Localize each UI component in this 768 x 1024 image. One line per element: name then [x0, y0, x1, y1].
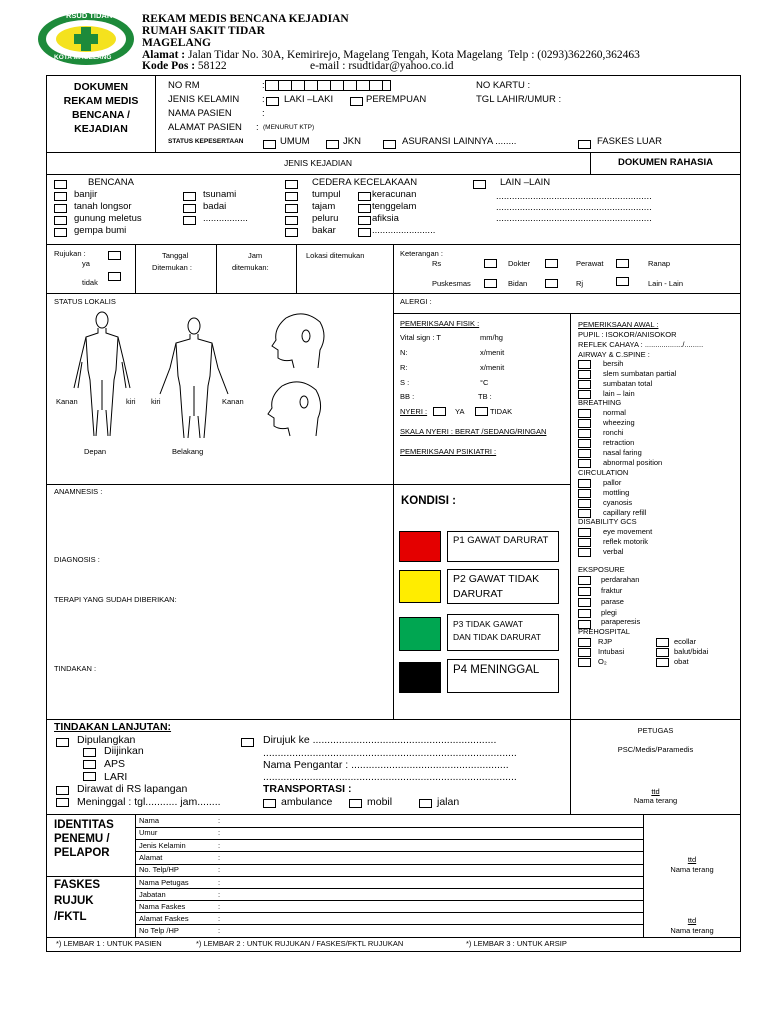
- label-kiri-front: kiri: [126, 397, 136, 406]
- label-lari: LARI: [104, 771, 128, 783]
- pemeriksaan-fisik-title: PEMERIKSAAN FISIK :: [400, 319, 480, 328]
- label-kanan-back: Kanan: [222, 397, 244, 406]
- label-diagnosis: DIAGNOSIS :: [54, 555, 100, 564]
- checkbox-keracunan[interactable]: [358, 192, 371, 201]
- label-gempa-bumi: gempa bumi: [74, 225, 127, 236]
- label-umum: UMUM: [280, 136, 310, 147]
- checkbox-dis-1[interactable]: [578, 538, 591, 547]
- label-prehospital: PREHOSPITAL: [578, 627, 630, 636]
- footer-lembar-2: *) LEMBAR 2 : UNTUK RUJUKAN / FASKES/FKTL RUJUKAN: [196, 939, 404, 948]
- label-lain: LAIN –LAIN: [500, 177, 551, 188]
- label-tindakan: TINDAKAN :: [54, 664, 97, 673]
- checkbox-rs[interactable]: [484, 259, 497, 268]
- label-rujukan-ya: ya: [82, 259, 90, 268]
- checkbox-exp-0[interactable]: [578, 576, 591, 585]
- label-menurut-ktp: (MENURUT KTP): [263, 124, 315, 131]
- label-tsunami: tsunami: [203, 189, 237, 200]
- identitas-row-umur: Umur: [139, 828, 158, 837]
- checkbox-banjir[interactable]: [54, 192, 67, 201]
- label-breathing-5: abnormal position: [603, 458, 663, 467]
- label-jenis-kelamin: JENIS KELAMIN: [168, 94, 240, 105]
- label-dis-1: reflek motorik: [603, 537, 649, 546]
- lain-line-2: ...........................................................: [496, 202, 652, 213]
- triage-p4-color: [399, 662, 441, 693]
- label-exp-4: paraperesis: [601, 617, 641, 626]
- label-breathing-2: ronchi: [603, 428, 624, 437]
- no-rm-boxes[interactable]: [265, 80, 391, 91]
- label-anamnesis: ANAMNESIS :: [54, 487, 103, 496]
- address-line: Alamat : Jalan Tidar No. 30A, Kemirirejo, Magelang Tengah, Kota Magelang Telp : (0293)362260,362463: [142, 49, 640, 61]
- checkbox-pre-4[interactable]: [656, 648, 669, 657]
- label-nama-pengantar: Nama Pengantar : ......................................................: [263, 759, 509, 771]
- checkbox-badai[interactable]: [183, 204, 196, 213]
- label-alergi: ALERGI :: [400, 297, 432, 306]
- checkbox-pre-0[interactable]: [578, 638, 591, 647]
- logo-bottom-text: KOTA MAGELANG: [54, 54, 112, 61]
- label-circ-2: cyanosis: [603, 498, 633, 507]
- label-exp-0: perdarahan: [601, 575, 640, 584]
- label-dis-2: verbal: [603, 547, 624, 556]
- label-faskes-luar: FASKES LUAR: [597, 136, 662, 147]
- label-pre-1: Intubasi: [598, 647, 625, 656]
- doc-title-3: BENCANA /: [72, 109, 130, 121]
- label-puskesmas: Puskesmas: [432, 279, 471, 288]
- label-s: S :: [400, 378, 410, 387]
- checkbox-dis-2[interactable]: [578, 548, 591, 557]
- checkbox-breathing-2[interactable]: [578, 429, 591, 438]
- checkbox-dirujuk[interactable]: [241, 738, 254, 747]
- label-lokasi: Lokasi ditemukan: [306, 251, 365, 260]
- checkbox-pre-2[interactable]: [578, 658, 591, 667]
- identitas-row-telp: No. Telp/HP: [139, 865, 179, 874]
- checkbox-meninggal[interactable]: [56, 798, 69, 807]
- label-meninggal: Meninggal : tgl........... jam........: [77, 796, 221, 808]
- checkbox-bencana[interactable]: [54, 180, 67, 189]
- label-transportasi: TRANSPORTASI :: [263, 783, 352, 795]
- body-diagram-front: [68, 310, 136, 440]
- identitas-nama-terang: Nama terang: [670, 865, 714, 874]
- label-pupil: PUPIL : ISOKOR/ANISOKOR: [578, 330, 677, 339]
- label-bakar: bakar: [312, 225, 336, 236]
- org-title-3: MAGELANG: [142, 37, 211, 49]
- label-depan: Depan: [84, 447, 107, 456]
- label-breathing-4: nasal faring: [603, 448, 642, 457]
- checkbox-dirawat[interactable]: [56, 786, 69, 795]
- label-keracunan: keracunan: [372, 189, 417, 200]
- triage-p1-color: [399, 531, 441, 562]
- triage-p4-label: P4 MENINGGAL: [453, 664, 540, 676]
- label-perempuan: PEREMPUAN: [366, 94, 427, 105]
- checkbox-asuransi[interactable]: [383, 140, 396, 149]
- label-jam-ditemukan: ditemukan:: [232, 263, 269, 272]
- checkbox-gempa-bumi[interactable]: [54, 228, 67, 237]
- label-rj: Rj: [576, 279, 584, 288]
- triage-p2-label-2: DARURAT: [453, 588, 503, 600]
- label-pre-2: O₂: [598, 657, 607, 666]
- label-xmenit-n: x/menit: [480, 348, 505, 357]
- checkbox-exp-2[interactable]: [578, 598, 591, 607]
- checkbox-diijinkan[interactable]: [83, 748, 96, 757]
- label-bb: BB :: [400, 392, 415, 401]
- checkbox-exp-3[interactable]: [578, 609, 591, 618]
- label-mmhg: mm/hg: [480, 333, 503, 342]
- tindakan-lanjutan-title: TINDAKAN LANJUTAN:: [54, 721, 172, 733]
- label-rujukan-tidak: tidak: [82, 278, 98, 287]
- label-kiri-back: kiri: [151, 397, 161, 406]
- label-terapi: TERAPI YANG SUDAH DIBERIKAN:: [54, 595, 177, 604]
- label-nyeri-tidak: TIDAK: [490, 407, 513, 416]
- triage-p1-label: P1 GAWAT DARURAT: [453, 535, 549, 546]
- checkbox-breathing-5[interactable]: [578, 459, 591, 468]
- label-airway-3: lain – lain: [603, 389, 635, 398]
- checkbox-tanah-longsor[interactable]: [54, 204, 67, 213]
- checkbox-airway-0[interactable]: [578, 360, 591, 369]
- checkbox-pre-3[interactable]: [656, 638, 669, 647]
- faskes-row-nama: Nama Faskes: [139, 902, 186, 911]
- checkbox-cedera[interactable]: [285, 180, 298, 189]
- label-pre-0: RJP: [598, 637, 613, 646]
- label-pre-4: balut/bidai: [674, 647, 709, 656]
- email-line: e-mail : rsudtidar@yahoo.co.id: [310, 60, 454, 72]
- jenis-kejadian-title: JENIS KEJADIAN: [283, 158, 353, 168]
- label-dokter: Dokter: [508, 259, 531, 268]
- checkbox-bidan[interactable]: [545, 279, 558, 288]
- label-perawat: Perawat: [576, 259, 604, 268]
- checkbox-breathing-1[interactable]: [578, 419, 591, 428]
- label-nyeri-ya: YA: [455, 407, 465, 416]
- label-cedera: CEDERA KECELAKAAN: [312, 177, 418, 188]
- identitas-title-3: PELAPOR: [54, 847, 110, 859]
- label-tumpul: tumpul: [312, 189, 341, 200]
- label-tajam: tajam: [312, 201, 336, 212]
- label-exposure: EKSPOSURE: [578, 565, 625, 574]
- checkbox-tsunami[interactable]: [183, 192, 196, 201]
- lain-line-3: ...........................................................: [496, 213, 652, 224]
- checkbox-gunung-meletus[interactable]: [54, 216, 67, 225]
- label-belakang: Belakang: [172, 447, 204, 456]
- triage-p2-color: [399, 570, 441, 603]
- label-dirujuk: Dirujuk ke ...............................................................: [263, 734, 497, 746]
- checkbox-airway-1[interactable]: [578, 370, 591, 379]
- faskes-title-3: /FKTL: [54, 911, 87, 923]
- footer-lembar-1: *) LEMBAR 1 : UNTUK PASIEN: [56, 939, 162, 948]
- checkbox-circ-1[interactable]: [578, 489, 591, 498]
- checkbox-circ-0[interactable]: [578, 479, 591, 488]
- org-title-2: RUMAH SAKIT TIDAR: [142, 25, 265, 37]
- checkbox-lain[interactable]: [473, 180, 486, 189]
- label-no-rm: NO RM: [168, 80, 200, 91]
- label-airway-2: sumbatan total: [603, 379, 653, 388]
- label-nama-pasien: NAMA PASIEN: [168, 108, 232, 119]
- label-disability: DISABILITY GCS: [578, 517, 637, 526]
- label-ambulance: ambulance: [281, 796, 333, 808]
- identitas-row-alamat: Alamat: [139, 853, 163, 862]
- doc-title-1: DOKUMEN: [73, 81, 129, 93]
- footer-lembar-3: *) LEMBAR 3 : UNTUK ARSIP: [466, 939, 567, 948]
- checkbox-bencana-lain[interactable]: [183, 216, 196, 225]
- checkbox-breathing-4[interactable]: [578, 449, 591, 458]
- identitas-title-2: PENEMU /: [54, 833, 110, 845]
- checkbox-faskes-luar[interactable]: [578, 140, 591, 149]
- faskes-row-petugas: Nama Petugas: [139, 878, 189, 887]
- label-exp-3: plegi: [601, 608, 617, 617]
- label-airway: AIRWAY & C.SPINE :: [578, 350, 650, 359]
- pengantar-line: .......................................................................................: [263, 771, 517, 783]
- label-celcius: °C: [480, 378, 489, 387]
- label-psc: PSC/Medis/Paramedis: [617, 745, 694, 754]
- checkbox-tumpul[interactable]: [285, 192, 298, 201]
- label-bidan: Bidan: [508, 279, 528, 288]
- label-nyeri: NYERI :: [400, 407, 428, 416]
- head-diagram-side-2: [262, 378, 332, 440]
- doc-title-2: REKAM MEDIS: [63, 95, 139, 107]
- label-petugas: PETUGAS: [637, 726, 674, 735]
- label-alamat-pasien: ALAMAT PASIEN: [168, 122, 242, 133]
- label-peluru: peluru: [312, 213, 339, 224]
- label-lain-lain: Lain - Lain: [648, 279, 684, 288]
- checkbox-rujukan-ya[interactable]: [108, 251, 121, 260]
- label-rs: Rs: [432, 259, 442, 268]
- label-xmenit-r: x/menit: [480, 363, 505, 372]
- label-reflek-cahaya: REFLEK CAHAYA : ................../.........: [578, 340, 704, 349]
- label-bencana-lain: .................: [203, 213, 248, 224]
- identitas-row-nama: Nama: [139, 816, 160, 825]
- checkbox-peluru[interactable]: [285, 216, 298, 225]
- label-tenggelam: tenggelam: [372, 201, 417, 212]
- label-jam: Jam: [248, 251, 263, 260]
- identitas-title-1: IDENTITAS: [54, 819, 114, 831]
- checkbox-breathing-0[interactable]: [578, 409, 591, 418]
- checkbox-afiksia[interactable]: [358, 216, 371, 225]
- label-n: N:: [400, 348, 408, 357]
- label-vital-sign: Vital sign : T: [400, 333, 441, 342]
- label-dipulangkan: Dipulangkan: [77, 734, 136, 746]
- checkbox-circ-2[interactable]: [578, 499, 591, 508]
- checkbox-jalan[interactable]: [419, 799, 432, 808]
- kondisi-title: KONDISI :: [401, 495, 456, 507]
- checkbox-pre-5[interactable]: [656, 658, 669, 667]
- label-status-kepesertaan: STATUS KEPESERTAAN: [168, 138, 244, 145]
- label-skala-nyeri: SKALA NYERI : BERAT /SEDANG/RINGAN: [400, 427, 547, 436]
- label-dis-0: eye movement: [603, 527, 653, 536]
- lain-line-1: ...........................................................: [496, 191, 652, 202]
- label-r: R:: [400, 363, 408, 372]
- faskes-title-2: RUJUK: [54, 895, 94, 907]
- label-tanah-longsor: tanah longsor: [74, 201, 132, 212]
- pemeriksaan-awal-title: PEMERIKSAAN AWAL :: [578, 320, 659, 329]
- label-exp-2: parase: [601, 597, 624, 606]
- label-airway-0: bersih: [603, 359, 624, 368]
- label-dirawat: Dirawat di RS lapangan: [77, 783, 188, 795]
- label-no-kartu: NO KARTU :: [476, 80, 531, 91]
- checkbox-cedera-lain[interactable]: [358, 228, 371, 237]
- checkbox-dis-0[interactable]: [578, 528, 591, 537]
- checkbox-dipulangkan[interactable]: [56, 738, 69, 747]
- label-ttd-petugas: ttd: [651, 787, 660, 796]
- triage-p3-label-2: DAN TIDAK DARURAT: [453, 632, 542, 642]
- label-asuransi: ASURANSI LAINNYA ........: [402, 136, 517, 147]
- doc-title-4: KEJADIAN: [74, 123, 128, 135]
- checkbox-rujukan-tidak[interactable]: [108, 272, 121, 281]
- label-laki: LAKI –LAKI: [284, 94, 334, 105]
- head-diagram-side: [266, 310, 332, 372]
- label-airway-1: slem sumbatan partial: [603, 369, 677, 378]
- label-tb: TB :: [478, 392, 492, 401]
- dokumen-rahasia: DOKUMEN RAHASIA: [618, 157, 713, 168]
- checkbox-perempuan[interactable]: [350, 97, 363, 106]
- label-psikiatri: PEMERIKSAAN PSIKIATRI :: [400, 447, 497, 456]
- label-banjir: banjir: [74, 189, 98, 200]
- label-keterangan: Keterangan :: [400, 249, 443, 258]
- identitas-row-jk: Jenis Kelamin: [139, 841, 186, 850]
- label-circ-0: pallor: [603, 478, 622, 487]
- label-bencana: BENCANA: [88, 177, 134, 188]
- label-mobil: mobil: [367, 796, 393, 808]
- body-diagram-back: [152, 316, 236, 442]
- dirujuk-line: .......................................................................................: [263, 747, 517, 759]
- checkbox-aps[interactable]: [83, 760, 96, 769]
- triage-p2-label-1: P2 GAWAT TIDAK: [453, 573, 540, 585]
- checkbox-rj[interactable]: [616, 277, 629, 286]
- faskes-ttd: ttd: [687, 916, 697, 925]
- identitas-ttd: ttd: [687, 855, 697, 864]
- checkbox-pre-1[interactable]: [578, 648, 591, 657]
- label-afiksia: afiksia: [372, 213, 399, 224]
- checkbox-laki[interactable]: [266, 97, 279, 106]
- label-jalan: jalan: [437, 796, 460, 808]
- faskes-title-1: FASKES: [54, 879, 101, 891]
- label-ranap: Ranap: [648, 259, 671, 268]
- checkbox-tenggelam[interactable]: [358, 204, 371, 213]
- label-breathing-3: retraction: [603, 438, 635, 447]
- label-exp-1: fraktur: [601, 586, 623, 595]
- checkbox-mobil[interactable]: [349, 799, 362, 808]
- checkbox-bakar[interactable]: [285, 228, 298, 237]
- checkbox-ambulance[interactable]: [263, 799, 276, 808]
- label-breathing: BREATHING: [578, 398, 622, 407]
- label-pre-3: ecollar: [674, 637, 697, 646]
- triage-p3-label-1: P3 TIDAK GAWAT: [453, 619, 523, 629]
- label-breathing-0: normal: [603, 408, 626, 417]
- label-aps: APS: [104, 758, 126, 770]
- logo-top-text: RSUD TIDAR: [66, 11, 113, 20]
- faskes-nama-terang: Nama terang: [670, 926, 714, 935]
- checkbox-dokter[interactable]: [545, 259, 558, 268]
- org-title-1: REKAM MEDIS BENCANA KEJADIAN: [142, 13, 349, 25]
- label-cedera-lain: ........................: [372, 225, 436, 236]
- checkbox-nyeri-ya[interactable]: [433, 407, 446, 416]
- label-circ-3: capillary refill: [603, 508, 647, 517]
- checkbox-nyeri-tidak[interactable]: [475, 407, 488, 416]
- label-diijinkan: Diijinkan: [104, 745, 144, 757]
- checkbox-jkn[interactable]: [326, 140, 339, 149]
- label-kanan-front: Kanan: [56, 397, 78, 406]
- checkbox-breathing-3[interactable]: [578, 439, 591, 448]
- label-nama-terang-petugas: Nama terang: [633, 796, 678, 805]
- label-tanggal: Tanggal: [162, 251, 189, 260]
- label-rujukan: Rujukan :: [54, 249, 86, 258]
- label-tgl-lahir: TGL LAHIR/UMUR :: [476, 94, 562, 105]
- postcode-line: Kode Pos : 58122: [142, 60, 227, 72]
- label-gunung-meletus: gunung meletus: [74, 213, 142, 224]
- faskes-row-jabatan: Jabatan: [139, 890, 166, 899]
- label-ditemukan: Ditemukan :: [152, 263, 193, 272]
- label-breathing-1: wheezing: [603, 418, 635, 427]
- status-lokalis-title: STATUS LOKALIS: [54, 297, 116, 306]
- label-jkn: JKN: [343, 136, 361, 147]
- checkbox-lari[interactable]: [83, 772, 96, 781]
- checkbox-airway-2[interactable]: [578, 380, 591, 389]
- label-badai: badai: [203, 201, 227, 212]
- faskes-row-alamat: Alamat Faskes: [139, 914, 189, 923]
- checkbox-perawat[interactable]: [616, 259, 629, 268]
- checkbox-exp-1[interactable]: [578, 587, 591, 596]
- label-circ-1: mottling: [603, 488, 630, 497]
- label-pre-5: obat: [674, 657, 689, 666]
- triage-p3-color: [399, 617, 441, 651]
- faskes-row-telp: No Telp /HP: [139, 926, 179, 935]
- checkbox-puskesmas[interactable]: [484, 279, 497, 288]
- checkbox-tajam[interactable]: [285, 204, 298, 213]
- checkbox-umum[interactable]: [263, 140, 276, 149]
- label-circulation: CIRCULATION: [578, 468, 629, 477]
